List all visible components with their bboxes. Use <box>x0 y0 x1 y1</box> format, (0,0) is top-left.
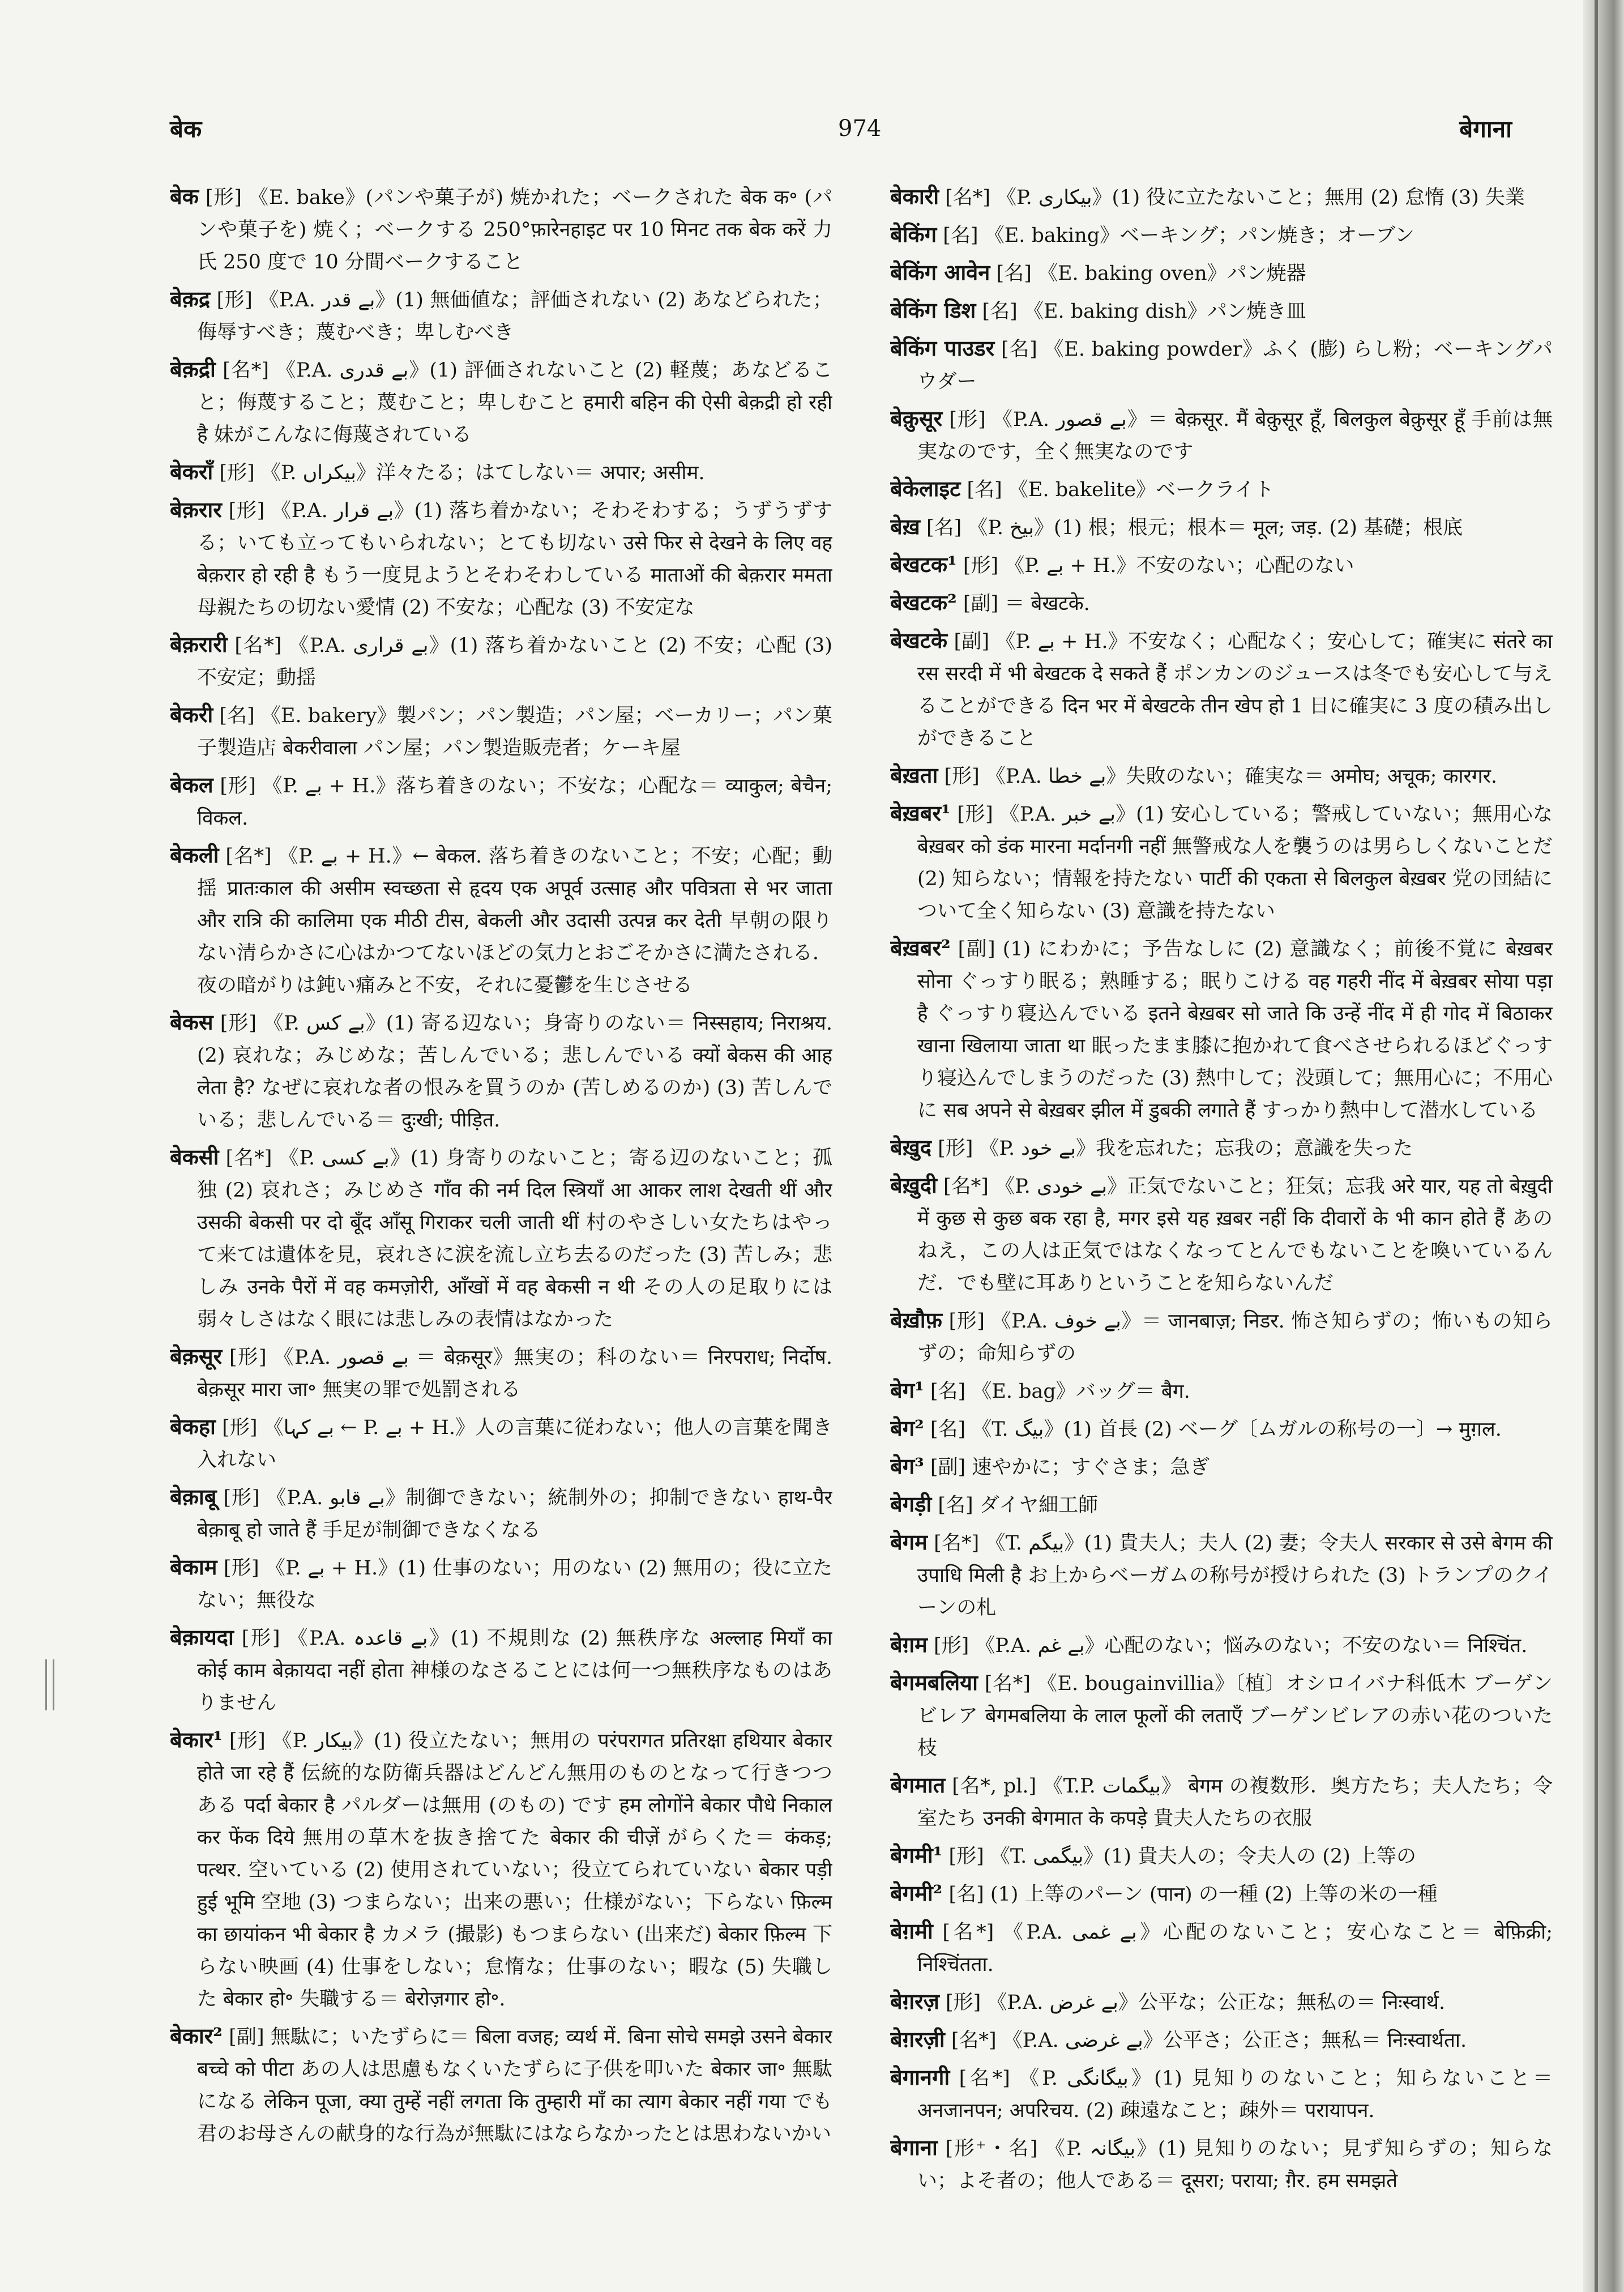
page-header <box>170 112 1512 157</box>
entry-definition: [形] 《P.A. بے خبر》(1) 安心している；警戒していない；無用心な बेख़बर को डंक मारना मर्दानगी नहीं 無警戒な人を襲うのは男らしくないことだ (2) 知らない；情報を持たない पार्टी की एकता से बिलकुल बेख़बर 党の団結について全く知らない (3) 意識を持たない <box>917 803 1553 923</box>
dictionary-entry <box>890 2061 1553 2127</box>
entry-headword: बेख़बर² <box>890 935 951 961</box>
entry-headword: बेग़मी <box>890 1918 933 1944</box>
entry-headword: बेकार² <box>170 2023 223 2048</box>
dictionary-entry <box>890 759 1553 793</box>
entry-definition: [名*] 《P. بیکاری》(1) 役に立たないこと；無用 (2) 怠惰 (3) 失業 <box>945 186 1525 209</box>
entry-definition: [名*] 《P.A. بے غرضی》公平さ；公正さ；無私＝ निःस्वार्थता. <box>951 2029 1467 2052</box>
entry-headword: बेग¹ <box>890 1377 924 1403</box>
entry-headword: बेखटक² <box>890 590 957 615</box>
entry-definition: [副] (1) にわかに；予告なしに (2) 意識なく；前後不覚に बेख़बर सोना ぐっすり眠る；熟睡する；眠りこける वह गहरी नींद में बेख़बर सोया पड़ा है ぐっすり寝込んでいる इतने बेख़बर सो जाते कि उन्हें नींद में ही गोद में बिठाकर खाना खिलाया जाता था 眠ったまま膝に抱かれて食べさせられるほどぐっすり寝込んでしまうのだった (3) 熱中して；没頭して；無用心に；不用心に सब अपने से बेख़बर झील में डुबकी लगाते हैं すっかり熱中して潜水している <box>917 938 1553 1122</box>
entry-definition: [形] 《P.A. بے قدر》(1) 無価値な；評価されない (2) あなどられた；侮辱すべき；蔑むべき；卑しむべき <box>197 289 832 344</box>
entry-definition: [形] 《P.A. بے قاعدہ》(1) 不規則な (2) 無秩序な अल्लाह मियाँ का कोई काम बेक़ायदा नहीं होता 神様のなさることには何一つ無秩序なものはありません <box>197 1627 832 1714</box>
entry-definition: [形] 《P.A. بے غرض》公平な；公正な；無私の＝ निःस्वार्थ. <box>945 1991 1446 2014</box>
entry-definition: [名] 《E. bakery》製パン；パン製造；パン屋；ベーカリー；パン菓子製造店 बेकरीवाला パン屋；パン製造販売者；ケーキ屋 <box>197 705 832 759</box>
dictionary-entry <box>170 2020 832 2150</box>
entry-headword: बेक़द्री <box>170 356 216 382</box>
entry-definition: [形] 《P. بے + H.》(1) 仕事のない；用のない (2) 無用の；役に立たない；無役な <box>197 1557 832 1612</box>
dictionary-entry <box>890 1304 1553 1370</box>
dictionary-entry <box>170 1480 832 1547</box>
dictionary-entry <box>170 628 832 694</box>
margin-mark <box>45 1659 54 1710</box>
entry-definition: [名*] 《T. بیگم》(1) 貴夫人；夫人 (2) 妻；令夫人 सरकार से उसे बेगम की उपाधि मिली है お上からベーガムの称号が授けられた (3) トランプのクイーンの札 <box>917 1532 1553 1619</box>
dictionary-entry <box>170 1340 832 1406</box>
entry-headword: बेक़सूर <box>170 1343 223 1369</box>
entry-headword: बेग़रज़ <box>890 1988 939 2014</box>
dictionary-entry <box>890 472 1553 506</box>
dictionary-entry <box>890 256 1553 290</box>
entry-headword: बेकस <box>170 1009 213 1035</box>
dictionary-entry <box>890 1526 1553 1624</box>
dictionary-entry <box>890 1488 1553 1522</box>
entry-definition: [形] 《P.A. بے خطا》失敗のない；確実な＝ अमोघ; अचूक; कारगर. <box>944 765 1498 788</box>
dictionary-entry <box>170 1410 832 1476</box>
dictionary-entry <box>890 1769 1553 1835</box>
entry-definition: [形] 《P. بے + H.》落ち着きのない；不安な；心配な＝ व्याकुल; बेचैन; विकल. <box>197 775 832 830</box>
dictionary-entry <box>890 548 1553 582</box>
entry-headword: बेख़ौफ़ <box>890 1307 942 1333</box>
entry-headword: बेक़द्र <box>170 286 211 311</box>
dictionary-entry <box>170 1723 832 2016</box>
entry-headword: बेक़रारी <box>170 631 228 657</box>
dictionary-entry <box>890 332 1553 398</box>
dictionary-entry <box>890 1985 1553 2019</box>
dictionary-entry <box>890 586 1553 620</box>
entry-definition: [形] 《E. bake》(パンや菓子が) 焼かれた；ベークされた बेक क॰ (パンや菓子を) 焼く；ベークする 250°फ़ारेनहाइट पर 10 मिनट तक बेक करें 力氏 250 度で 10 分間ベークすること <box>197 186 832 274</box>
entry-headword: बेकिंग डिश <box>890 297 976 323</box>
page-number: 974 <box>838 116 882 142</box>
entry-definition: [名] 《E. baking dish》パン焼き皿 <box>982 300 1306 323</box>
entry-definition: [名] 《T. بیگ》(1) 首長 (2) ベーグ〔ムガルの称号の一〕→ मुग़ल. <box>930 1418 1502 1441</box>
entry-definition: [名*] 《P.A. بے قدری》(1) 評価されないこと (2) 軽蔑；あなどること；侮蔑すること；蔑むこと；卑しむこと हमारी बहिन की ऐसी बेक़द्री हो रही है 妹がこんなに侮蔑されている <box>197 359 832 446</box>
guide-word-left: बेक <box>170 115 202 143</box>
entry-definition: [名] 《E. baking》ベーキング；パン焼き；オーブン <box>943 224 1414 247</box>
entry-headword: बेकल <box>170 772 213 797</box>
dictionary-entry <box>890 510 1553 544</box>
dictionary-entry <box>890 1839 1553 1873</box>
entry-headword: बेकाम <box>170 1554 217 1580</box>
entry-definition: [形] 《P. بے + H.》不安のない；心配のない <box>963 554 1354 577</box>
dictionary-entry <box>890 624 1553 755</box>
dictionary-entry <box>890 1450 1553 1484</box>
entry-headword: बेखटके <box>890 628 948 653</box>
entry-definition: [副] 無駄に；いたずらに＝ बिला वजह; व्यर्थ में. बिना सोचे समझे उसने बेकार बच्चे को पीटा あの人は思慮もなくいたずらに子供を叩いた बेकार जा॰ 無駄になる लेकिन पूजा, क्या तुम्हें नहीं लगता कि तुम्हारी माँ का त्याग बेकार नहीं गया でも君のお母さんの献身的な行為が無駄にはならなかったとは思わないかい <box>197 2026 832 2145</box>
entry-definition: [名*] 《P. بے خودی》正気でないこと；狂気；忘我 अरे यार, यह तो बेख़ुदी में कुछ से कुछ बक रहा है, मगर इसे यह ख़बर नहीं कि दीवारों के भी कान होते हैं あのねえ，この人は正気ではなくなってとんでもないことを喚いているんだ．でも壁に耳ありということを知らないんだ <box>917 1175 1553 1295</box>
entry-headword: बेकली <box>170 842 219 868</box>
entry-headword: बेकिंग <box>890 221 937 247</box>
entry-headword: बेकरी <box>170 702 213 727</box>
entry-headword: बेकारी <box>890 183 939 209</box>
left-column <box>170 180 832 2242</box>
entry-definition: [名] 《E. bakelite》ベークライト <box>967 479 1274 501</box>
entry-headword: बेग़म <box>890 1632 928 1657</box>
entry-headword: बेखटक¹ <box>890 552 957 577</box>
entry-headword: बेख़ुदी <box>890 1172 937 1198</box>
entry-definition: [名*] 《P. بیگانگی》(1) 見知りのないこと；知らないこと＝ अनजानपन; अपरिचय. (2) 疎遠なこと；疎外＝ परायापन. <box>917 2067 1553 2122</box>
dictionary-entry <box>170 1621 832 1719</box>
dictionary-entry <box>890 1374 1553 1408</box>
dictionary-entry <box>890 2131 1553 2197</box>
entry-definition: [副] 速やかに；すぐさま；急ぎ <box>930 1456 1210 1479</box>
dictionary-entry <box>890 2023 1553 2057</box>
dictionary-entry <box>170 455 832 489</box>
entry-definition: [形⁺・名] 《P. بیگانہ》(1) 見知りのない；見ず知らずの；知らない；よそ者の；他人である＝ दूसरा; पराया; ग़ैर. हम समझते <box>917 2137 1553 2192</box>
entry-definition: [形] 《بے کہا ← P. بے + H.》人の言葉に従わない；他人の言葉を聞き入れない <box>197 1416 832 1471</box>
entry-definition: [名] ダイヤ細工師 <box>938 1494 1099 1517</box>
entry-definition: [形] 《P. بے خود》我を忘れた；忘我の；意識を失った <box>938 1137 1413 1160</box>
dictionary-entry <box>890 1915 1553 1981</box>
dictionary-entry <box>170 769 832 835</box>
entry-definition: [形] 《P.A. بے قابو》制御できない；統制外の；抑制できない हाथ-पैर बेक़ाबू हो जाते हैं 手足が制御できなくなる <box>197 1487 832 1542</box>
entry-headword: बेक़ाबू <box>170 1484 217 1509</box>
entry-definition: [形] 《P. بیکار》(1) 役立たない；無用の परंपरागत प्रतिरक्षा हथियार बेकार होते जा रहे हैं 伝統的な防衛兵器はどんどん無用のものとなって行きつつある पर्दा बेकार है パルダーは無用 (のもの) です हम लोगोंने बेकार पौधे निकाल कर फेंक दिये 無用の草木を抜き捨てた बेकार की चीज़ें がらくた＝ कंकड़; पत्थर. 空いている (2) 使用されていない；役立てられていない बेकार पड़ी हुई भूमि 空地 (3) つまらない；出来の悪い；仕様がない；下らない फ़िल्म का छायांकन भी बेकार है カメラ (撮影) もつまらない (出来だ) बेकार फ़िल्म 下らない映画 (4) 仕事をしない；怠惰な；仕事のない；暇な (5) 失職した बेकार हो॰ 失職する＝ बेरोज़गार हो॰. <box>197 1730 832 2011</box>
entry-headword: बेगाना <box>890 2135 938 2160</box>
entry-headword: बेगानगी <box>890 2064 950 2090</box>
entry-definition: [形] 《P. بے کس》(1) 寄る辺ない；身寄りのない＝ निस्सहाय; निराश्रय. (2) 哀れな；みじめな；苦しんでいる；悲しんでいる क्यों बेकस की आह लेता है? なぜに哀れな者の恨みを買うのか (苦しめるのか) (3) 苦しんでいる；悲しんでいる＝ दुःखी; पीड़ित. <box>197 1012 832 1132</box>
entry-headword: बेकराँ <box>170 459 213 484</box>
entry-definition: [形] 《P.A. بے قصور》＝ बेक़सूर. मैं बेक़ुसूर हूँ, बिलकुल बेक़ुसूर हूँ 手前は無実なのです，全く無実なのです <box>917 408 1553 463</box>
entry-definition: [形] 《P.A. بے غم》心配のない；悩みのない；不安のない＝ निश्चिंत. <box>933 1634 1528 1657</box>
dictionary-entry <box>890 218 1553 252</box>
entry-headword: बेक़रार <box>170 497 222 522</box>
entry-headword: बेकहा <box>170 1414 216 1439</box>
entry-definition: [形] 《P. بیکراں》洋々たる；はてしない＝ अपार; असीम. <box>219 462 705 484</box>
book-binding-edge <box>1583 0 1624 2292</box>
dictionary-entry <box>890 1131 1553 1165</box>
entry-headword: बेकिंग पाउडर <box>890 335 995 361</box>
entry-headword: बेख़ता <box>890 762 938 788</box>
dictionary-entry <box>170 839 832 1002</box>
entry-definition: [名] 《P. بیخ》(1) 根；根元；根本＝ मूल; जड़. (2) 基礎；根底 <box>926 517 1463 539</box>
entry-headword: बेग³ <box>890 1453 924 1479</box>
entry-definition: [名] 《E. baking powder》ふく (膨) らし粉；ベーキングパウダー <box>917 338 1553 393</box>
dictionary-entry <box>170 353 832 451</box>
dictionary-entry <box>890 1412 1553 1446</box>
dictionary-entry <box>890 1666 1553 1765</box>
entry-definition: [形] 《P.A. بے خوف》＝ जानबाज़; निडर. 怖さ知らずの；怖いもの知らずの；命知らずの <box>917 1310 1553 1365</box>
entry-definition: [名] (1) 上等のパーン (पान) の一種 (2) 上等の米の一種 <box>948 1883 1438 1906</box>
entry-headword: बेक़ुसूर <box>890 406 943 431</box>
entry-headword: बेक <box>170 183 199 209</box>
entry-headword: बेकेलाइट <box>890 476 961 501</box>
entry-definition: [副] 《P. بے + H.》不安なく；心配なく；安心して；確実に संतरे का रस सरदी में भी बेखटक दे सकते हैं ポンカンのジュースは冬でも安心して与えることができる दिन भर में बेखटके तीन खेप हो 1 日に確実に 3 度の積み出しができること <box>917 630 1553 750</box>
entry-definition: [名*] 《P. بے + H.》← बेकल. 落ち着きのないこと；不安；心配；動揺 प्रातःकाल की असीम स्वच्छता से हृदय एक अपूर्व उत्साह और पवित्रता से भर जाता और रात्रि की कालिमा एक मीठी टीस, बेकली और उदासी उत्पन्न कर देती 早朝の限りない清らかさに心はかつてないほどの気力とおごそかさに満たされる．夜の暗がりは鈍い痛みと不安，それに憂鬱を生じさせる <box>197 845 832 997</box>
entry-definition: [形] 《P.A. بے قصور ＝ बेक़सूर》無実の；科のない＝ निरपराध; निर्दोष. बेक़सूर मारा जा॰ 無実の罪で処罰される <box>197 1346 832 1401</box>
entry-headword: बेग² <box>890 1415 924 1441</box>
entry-headword: बेगमबलिया <box>890 1670 978 1695</box>
entry-headword: बेगमी¹ <box>890 1842 943 1868</box>
dictionary-entry <box>890 1628 1553 1662</box>
entry-definition: [名*] 《P.A. بے غمی》心配のないこと；安心なこと＝ बेफ़िक्री; निश्चिंतता. <box>917 1921 1553 1976</box>
dictionary-entry <box>890 294 1553 328</box>
entry-definition: [名] 《E. baking oven》パン焼器 <box>996 262 1306 285</box>
entry-headword: बेकिंग आवेन <box>890 259 990 285</box>
entry-headword: बेख़ <box>890 514 920 539</box>
dictionary-entry <box>890 1169 1553 1300</box>
entry-headword: बेक़ायदा <box>170 1624 234 1650</box>
entry-definition: [名] 《E. bag》バッグ＝ बैग. <box>930 1380 1190 1403</box>
entry-headword: बेगड़ी <box>890 1491 932 1517</box>
dictionary-entry <box>890 180 1553 214</box>
dictionary-entry <box>170 493 832 624</box>
dictionary-entry <box>170 283 832 349</box>
dictionary-entry <box>890 402 1553 468</box>
dictionary-entry <box>170 1141 832 1336</box>
dictionary-entry <box>170 180 832 279</box>
dictionary-entry <box>890 1877 1553 1911</box>
entry-headword: बेगमात <box>890 1772 946 1798</box>
dictionary-entry <box>170 1006 832 1137</box>
entry-definition: [名*] 《P.A. بے قراری》(1) 落ち着かないこと (2) 不安；心配 (3) 不安定；動揺 <box>197 634 832 689</box>
dictionary-entry <box>170 1551 832 1617</box>
entry-definition: [名*] 《P. بے کسی》(1) 身寄りのないこと；寄る辺のないこと；孤独 (2) 哀れさ；みじめさ गाँव की नर्म दिल स्त्रियाँ आ आकर लाश देखती थीं और उसकी बेकसी पर दो बूँद आँसू गिराकर चली जाती थीं 村のやさしい女たちはやって来ては遺体を見，哀れさに涙を流し立ち去るのだった (3) 苦しみ；悲しみ उनके पैरों में वह कमज़ोरी, आँखों में वह बेकसी न थी その人の足取りには弱々しさはなく眼には悲しみの表情はなかった <box>197 1147 832 1331</box>
entry-headword: बेकसी <box>170 1144 219 1170</box>
entry-definition: [副] ＝ बेखटके. <box>963 592 1090 615</box>
dictionary-entry <box>890 797 1553 928</box>
entry-headword: बेकार¹ <box>170 1727 223 1752</box>
entry-headword: बेगम <box>890 1529 928 1555</box>
entry-definition: [形] 《P.A. بے قرار》(1) 落ち着かない；そわそわする；うずうずする；いても立ってもいられない；とても切ない उसे फिर से देखने के लिए वह बेक़रार हो रही है もう一度見ようとそわそわしている माताओं की बेक़रार ममता 母親たちの切ない愛情 (2) 不安な；心配な (3) 不安定な <box>197 500 832 619</box>
guide-word-right: बेगाना <box>1459 115 1512 143</box>
entry-definition: [名*] 《E. bougainvillia》〔植〕オシロイバナ科低木 ブーゲンビレア बेगमबलिया के लाल फूलों की लताएँ ブーゲンビレアの赤い花のついた枝 <box>917 1672 1553 1760</box>
dictionary-entry <box>890 932 1553 1127</box>
entry-headword: बेग़रज़ी <box>890 2026 945 2052</box>
entry-headword: बेख़ुद <box>890 1134 931 1160</box>
entry-headword: बेख़बर¹ <box>890 800 951 826</box>
entry-definition: [名*, pl.] 《T.P. بیگمات》 बेगम の複数形．奥方たち；夫人たち；令室たち उनकी बेगमात के कपड़े 貴夫人たちの衣服 <box>917 1775 1553 1830</box>
right-column <box>890 180 1553 2242</box>
entry-headword: बेगमी² <box>890 1880 943 1906</box>
dictionary-entry <box>170 698 832 765</box>
entry-definition: [形] 《T. بیگمی》(1) 貴夫人の；令夫人の (2) 上等の <box>948 1845 1416 1868</box>
